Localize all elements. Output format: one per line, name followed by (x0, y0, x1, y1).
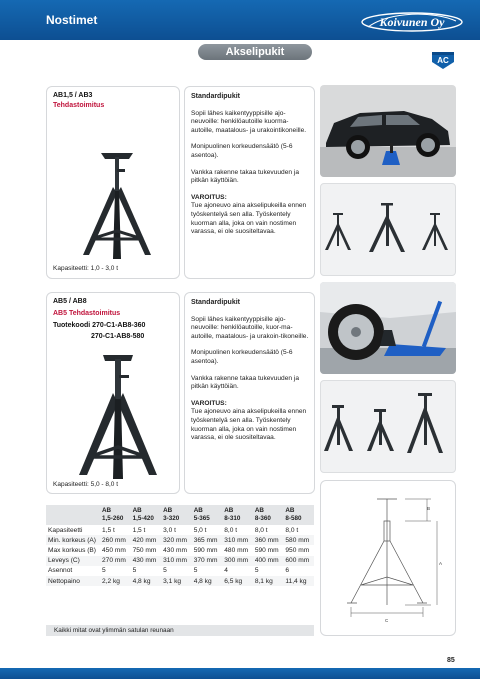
product1-desc-p1: Sopii lähes kaikentyyppisille ajo-neuvoille: henkilöautoille kuorma-autoille, maatalous- ja urakointikoneille. (191, 109, 307, 134)
spec-row (46, 576, 314, 586)
spec-row-label: Leveys (C) (46, 556, 100, 566)
product1-desc-heading: Standardipukit (191, 93, 241, 100)
page-title: Nostimet (46, 13, 98, 27)
spec-cell: 430 mm (131, 556, 162, 566)
wheel-and-jack-photo (320, 282, 456, 374)
spec-cell: 360 mm (253, 535, 284, 545)
spec-cell: 8,0 t (224, 526, 238, 534)
spec-row (46, 525, 314, 535)
spec-row (46, 566, 314, 576)
stands-trio-photo-2 (320, 380, 456, 473)
spec-cell: 320 mm (161, 535, 192, 545)
spec-cell: 430 mm (163, 546, 187, 554)
spec-cell: 260 mm (100, 535, 131, 545)
stands-trio-photo-1 (320, 183, 456, 276)
spec-header-row (46, 505, 314, 525)
spec-cell: 11,4 kg (283, 576, 314, 586)
section-title: Akselipukit (198, 44, 312, 60)
spec-cell: 420 mm (131, 535, 162, 545)
dimension-diagram-panel (320, 480, 456, 636)
spec-cell: 4 (224, 567, 228, 575)
spec-col-header: AB 3-320 (161, 505, 192, 525)
spec-col-header: AB 8-580 (283, 505, 314, 525)
spec-col-header: AB 5-365 (192, 505, 223, 525)
product2-desc-p3: Vankka rakenne takaa tukevuuden ja pitkän käyttöiän. (191, 374, 300, 391)
product1-subtitle: Tehdastoimitus (53, 102, 105, 109)
spec-row-label: Kapasiteetti (48, 526, 83, 534)
spec-row (46, 535, 314, 545)
diagram-label-a: A (439, 561, 443, 566)
spec-cell: 450 mm (102, 546, 126, 554)
product2-warning-text: Tue ajoneuvo aina akselipukeilla ennen työskentelyä sen alla. Työskentely kuorman alla, joka on vain nostimen varassa, ei ole suositeltavaa. (191, 408, 307, 442)
product1-desc-p2: Monipuolinen korkeudensäätö (5-6 asentoa). (191, 143, 293, 159)
spec-row-label: Nettopaino (46, 576, 100, 586)
spec-cell: 2,2 kg (100, 576, 131, 586)
car-on-stand-photo (320, 85, 456, 177)
spec-cell: 4,8 kg (131, 576, 162, 586)
spec-cell: 270 mm (100, 556, 131, 566)
spec-cell: 8,1 kg (253, 576, 284, 586)
product2-subtitle: AB5 Tehdastoimitus (53, 310, 121, 317)
product2-desc-p2: Monipuolinen korkeudensäätö (5-6 asentoa). (191, 349, 293, 365)
product2-description-panel (184, 292, 315, 494)
spec-cell: 8,0 t (285, 526, 299, 534)
product1-panel (46, 86, 180, 279)
heavy-axle-stand-image (73, 349, 163, 481)
product2-code-line2: 270-C1-AB8-580 (91, 333, 145, 340)
spec-cell: 5 (193, 567, 198, 575)
product2-warning-heading: VAROITUS: (191, 399, 227, 407)
spec-col-header: AB 8-310 (222, 505, 253, 525)
product2-desc-p1: Sopii lähes kaikentyyppisille ajo-neuvoille: henkilöautoille, kuor-ma-autoille, maatalous- ja urakoin-tikoneille. (191, 315, 309, 340)
product1-warning-heading: VAROITUS: (191, 193, 227, 201)
spec-row-label: Asennot (48, 567, 73, 575)
logo-text: Koivunen Oy (379, 15, 445, 29)
spec-cell: 5 (254, 567, 259, 575)
spec-cell: 5,0 t (193, 526, 207, 534)
spec-cell: 6,5 kg (222, 576, 253, 586)
spec-cell: 600 mm (283, 556, 314, 566)
product2-panel (46, 292, 180, 494)
product2-desc-heading: Standardipukit (191, 299, 241, 306)
ac-badge-icon (430, 48, 456, 70)
diagram-label-b: B (427, 506, 431, 511)
spec-cell: 480 mm (224, 546, 249, 554)
spec-cell: 4,8 kg (192, 576, 223, 586)
product1-description-panel (184, 86, 315, 279)
spec-col-header: AB 1,5-260 (100, 505, 131, 525)
spec-col-header: AB 8-360 (253, 505, 284, 525)
footer-bar (0, 668, 480, 679)
spec-row (46, 545, 314, 555)
spec-cell: 590 mm (254, 546, 279, 554)
spec-cell: 590 mm (193, 546, 218, 554)
header-bar (0, 0, 480, 40)
badge-text: AC (437, 56, 449, 65)
diagram-label-c: C (385, 618, 389, 623)
spec-row-label: Max korkeus (B) (48, 546, 96, 554)
product2-capacity: Kapasiteetti: 5,0 - 8,0 t (53, 481, 119, 488)
spec-cell: 5 (132, 567, 137, 575)
spec-cell: 400 mm (253, 556, 284, 566)
spec-row-label: Min. korkeus (A) (46, 535, 100, 545)
spec-cell: 3,1 kg (161, 576, 192, 586)
spec-cell: 8,0 t (254, 526, 268, 534)
spec-cell: 310 mm (161, 556, 192, 566)
dimension-diagram (321, 481, 455, 635)
page-number: 85 (447, 657, 455, 664)
product1-desc-p3: Vankka rakenne takaa tukevuuden ja pitkän käyttöiän. (191, 168, 300, 185)
spec-cell: 3,0 t (163, 526, 176, 534)
spec-header-blank (46, 505, 100, 525)
spec-cell: 580 mm (283, 535, 314, 545)
spec-cell: 950 mm (285, 546, 310, 554)
spec-cell: 370 mm (192, 556, 223, 566)
spec-cell: 750 mm (132, 546, 157, 554)
spec-cell: 310 mm (222, 535, 253, 545)
product1-warning-text: Tue ajoneuvo aina akselipukeilla ennen työskentelyä sen alla. Työskentely kuorman alla, joka on vain nostimen varassa, ei ole suositeltavaa. (191, 202, 307, 236)
spec-row (46, 556, 314, 566)
product1-capacity: Kapasiteetti: 1,0 - 3,0 t (53, 265, 119, 272)
product2-code-line1: Tuotekoodi 270-C1-AB8-360 (53, 322, 146, 329)
spec-cell: 5 (163, 567, 167, 575)
product1-code: AB1,5 / AB3 (53, 92, 93, 99)
product2-code: AB5 / AB8 (53, 298, 87, 305)
table-footnote: Kaikki mitat ovat ylimmän satulan reunaan (46, 625, 314, 636)
spec-cell: 1,5 t (102, 526, 115, 534)
spec-cell: 5 (102, 567, 106, 575)
spec-cell: 365 mm (192, 535, 223, 545)
spec-cell: 6 (285, 567, 290, 575)
spec-table (46, 505, 314, 586)
spec-cell: 1,5 t (132, 526, 146, 534)
company-logo (360, 7, 464, 35)
spec-col-header: AB 1,5-420 (131, 505, 162, 525)
spec-cell: 300 mm (222, 556, 253, 566)
axle-stand-image (77, 147, 157, 262)
